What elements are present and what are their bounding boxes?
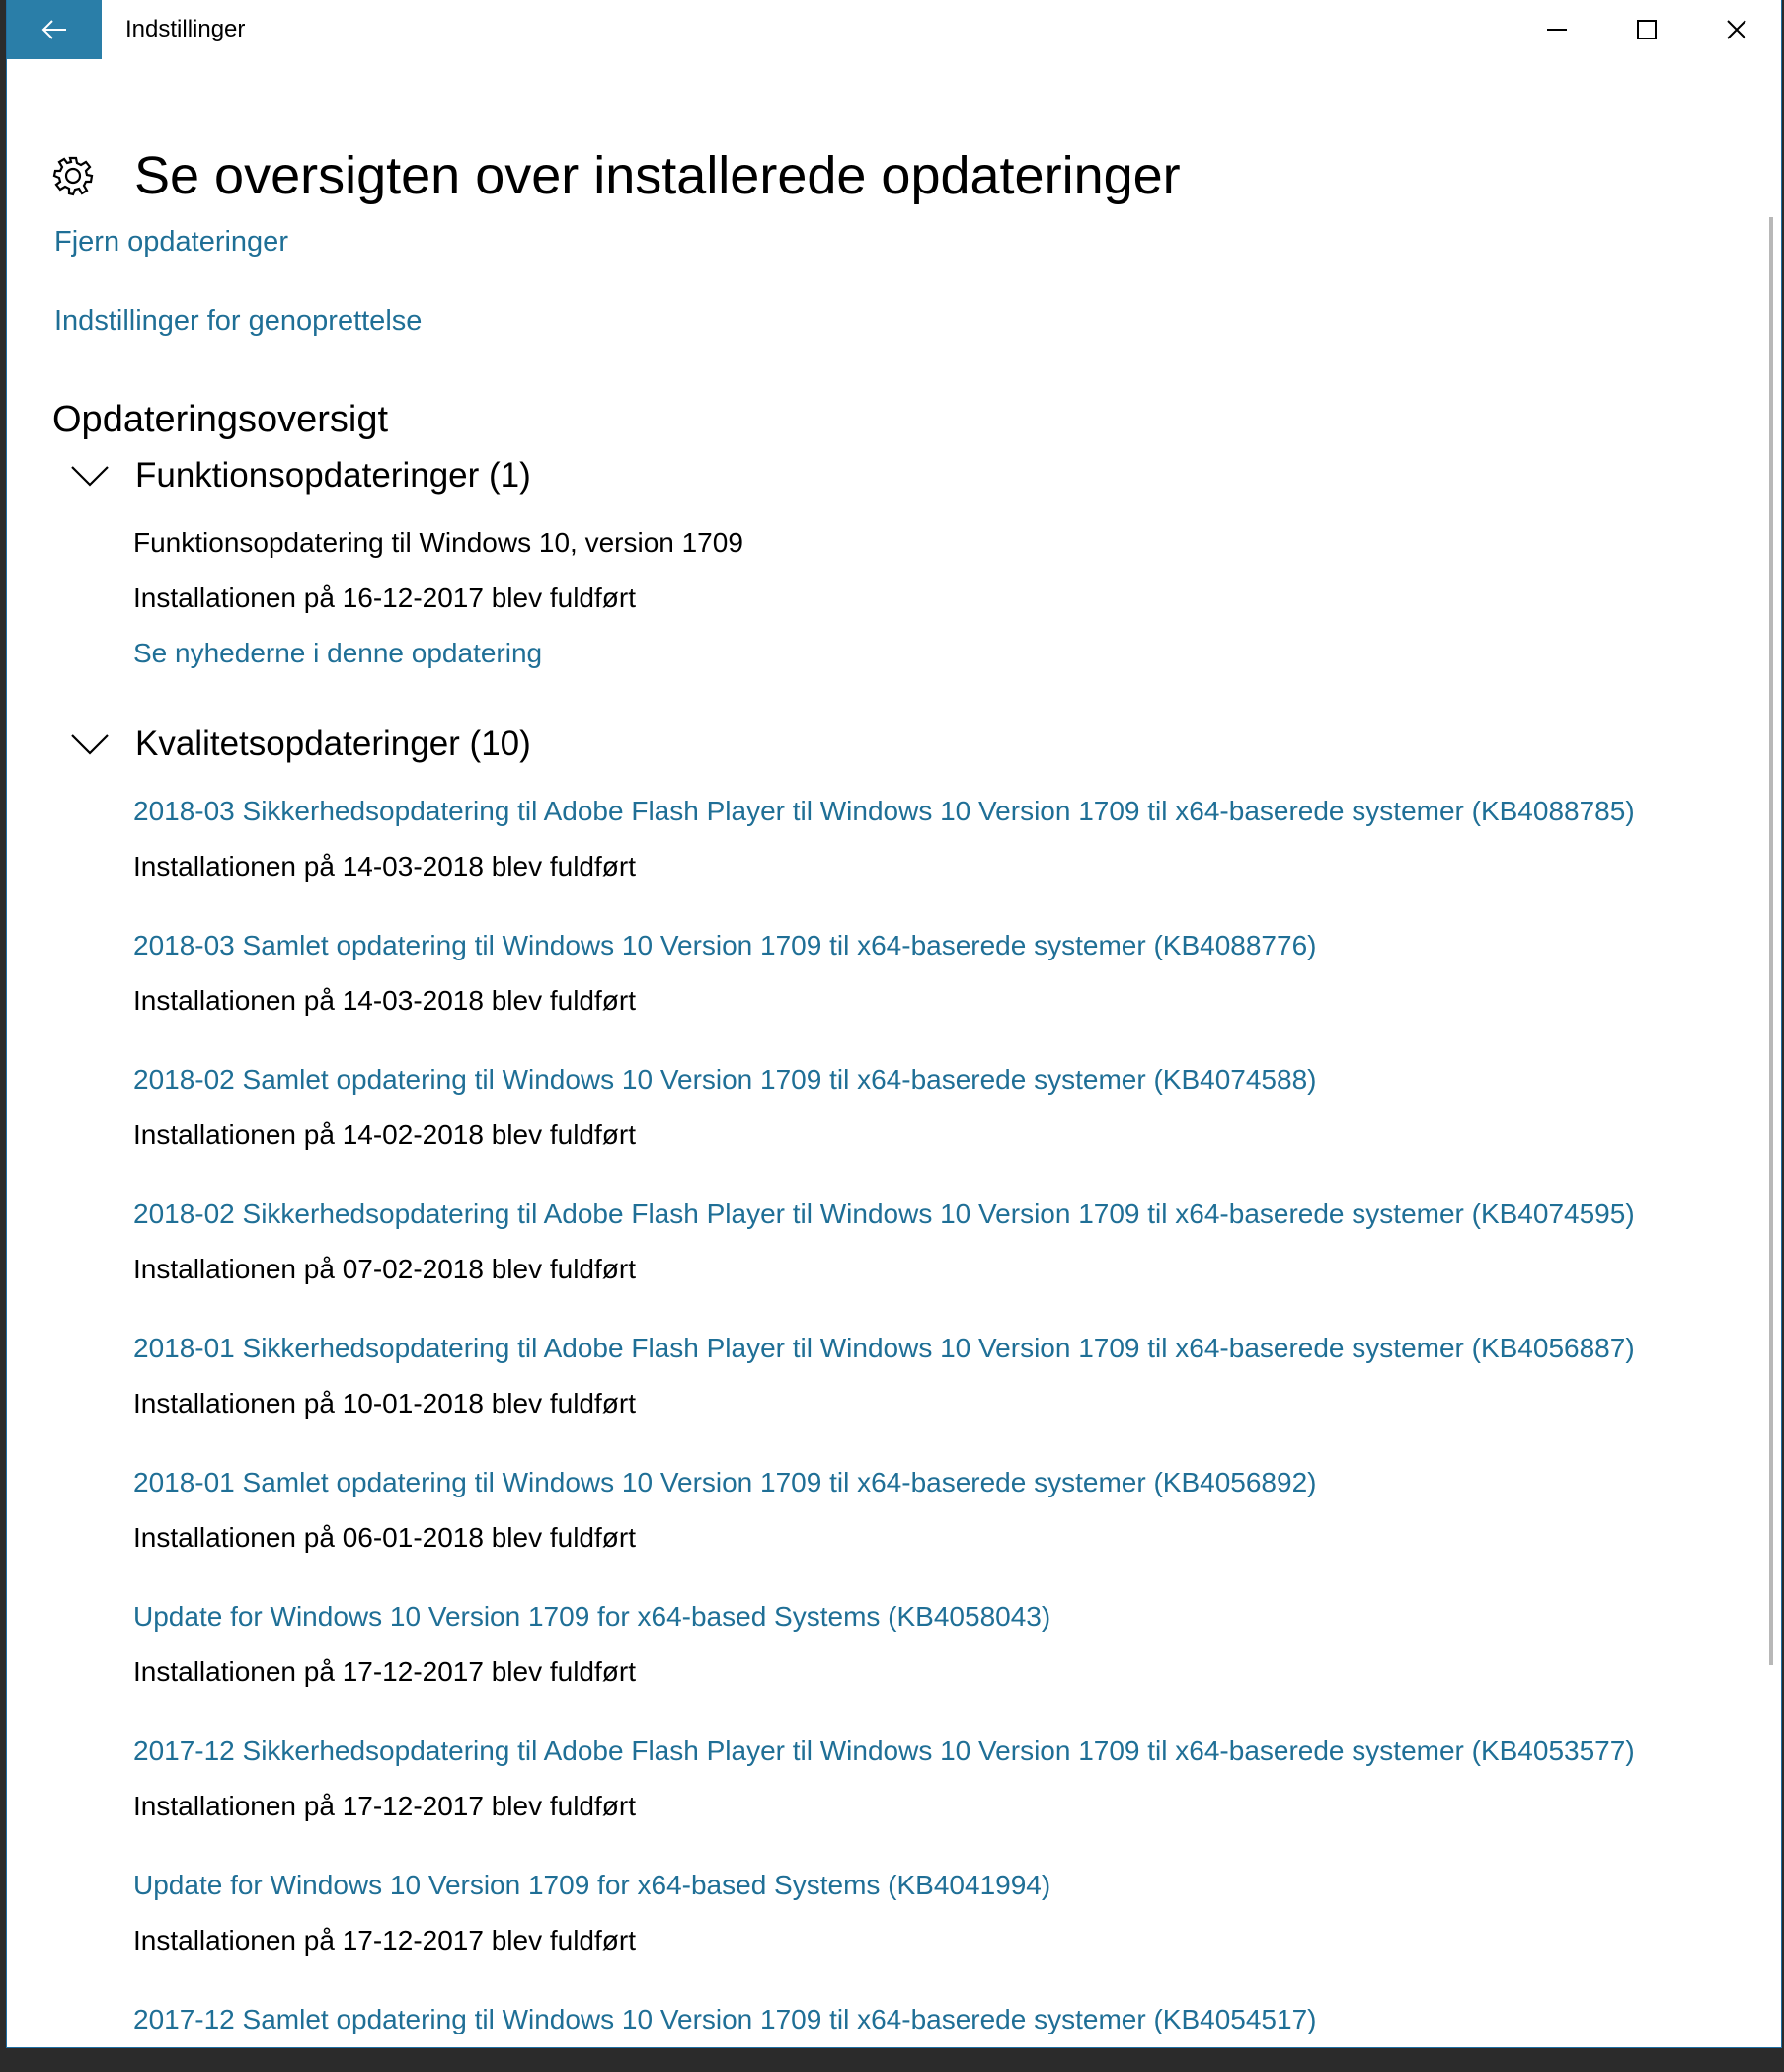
minimize-button[interactable] <box>1512 0 1601 59</box>
feature-updates-group-toggle[interactable] <box>70 454 531 498</box>
remove-updates-link[interactable]: Fjern opdateringer <box>54 226 288 258</box>
quality-update-status: Installationen på 17-12-2017 blev fuldført <box>133 1925 636 1956</box>
quality-update-link[interactable]: 2017-12 Sikkerhedsopdatering til Adobe Flash Player til Windows 10 Version 1709 til x64-baserede systemer (KB4053577) <box>133 1735 1635 1766</box>
quality-update-link[interactable]: 2018-01 Samlet opdatering til Windows 10 Version 1709 til x64-baserede systemer (KB4056892) <box>133 1467 1317 1497</box>
quality-update-status: Installationen på 07-02-2018 blev fuldført <box>133 1254 636 1284</box>
app-title: Indstillinger <box>125 16 246 42</box>
quality-update-link[interactable]: 2018-01 Sikkerhedsopdatering til Adobe Flash Player til Windows 10 Version 1709 til x64-baserede systemer (KB4056887) <box>133 1333 1635 1363</box>
vertical-scrollbar[interactable] <box>1769 217 1773 1665</box>
feature-update-whats-new-link[interactable]: Se nyhederne i denne opdatering <box>133 638 543 668</box>
maximize-button[interactable] <box>1601 0 1691 59</box>
maximize-icon <box>1636 19 1658 40</box>
quality-update-status: Installationen på 06-01-2018 blev fuldført <box>133 1522 636 1553</box>
recovery-settings-link[interactable]: Indstillinger for genoprettelse <box>54 305 423 337</box>
quality-update-link[interactable]: 2018-03 Samlet opdatering til Windows 10 Version 1709 til x64-baserede systemer (KB4088776) <box>133 930 1317 960</box>
close-icon <box>1726 19 1747 40</box>
quality-update-status: Installationen på 17-12-2017 blev fuldført <box>133 1791 636 1821</box>
gear-icon <box>51 154 95 197</box>
quality-update-link[interactable]: 2018-03 Sikkerhedsopdatering til Adobe Flash Player til Windows 10 Version 1709 til x64-baserede systemer (KB4088785) <box>133 796 1635 826</box>
chevron-down-icon <box>70 464 110 488</box>
close-button[interactable] <box>1691 0 1781 59</box>
quality-update-status: Installationen på 17-12-2017 blev fuldført <box>133 1656 636 1687</box>
title-bar <box>7 0 1781 59</box>
quality-update-status: Installationen på 14-02-2018 blev fuldført <box>133 1119 636 1150</box>
update-overview-heading: Opdateringsoversigt <box>52 399 389 440</box>
settings-window <box>6 0 1782 2048</box>
minimize-icon <box>1546 19 1568 40</box>
feature-update-status: Installationen på 16-12-2017 blev fuldført <box>133 582 636 613</box>
quality-updates-group-label: Kvalitetsopdateringer (10) <box>135 725 531 763</box>
feature-updates-group-label: Funktionsopdateringer (1) <box>135 456 531 495</box>
quality-update-link[interactable]: 2017-12 Samlet opdatering til Windows 10 Version 1709 til x64-baserede systemer (KB4054517) <box>133 2004 1317 2034</box>
quality-update-link[interactable]: 2018-02 Sikkerhedsopdatering til Adobe Flash Player til Windows 10 Version 1709 til x64-baserede systemer (KB4074595) <box>133 1198 1635 1229</box>
feature-update-name: Funktionsopdatering til Windows 10, version 1709 <box>133 527 743 558</box>
chevron-down-icon <box>70 732 110 756</box>
quality-update-status: Installationen på 10-01-2018 blev fuldført <box>133 1388 636 1419</box>
back-button[interactable] <box>7 0 102 59</box>
page-title: Se oversigten over installerede opdateringer <box>134 146 1181 206</box>
quality-update-status: Installationen på 14-03-2018 blev fuldført <box>133 985 636 1016</box>
quality-update-status: Installationen på 14-03-2018 blev fuldført <box>133 851 636 882</box>
arrow-left-icon <box>40 19 68 40</box>
quality-updates-group-toggle[interactable] <box>70 723 531 766</box>
window-controls <box>1512 0 1781 59</box>
quality-update-link[interactable]: Update for Windows 10 Version 1709 for x64-based Systems (KB4058043) <box>133 1601 1051 1632</box>
quality-update-link[interactable]: Update for Windows 10 Version 1709 for x64-based Systems (KB4041994) <box>133 1870 1051 1900</box>
quality-update-link[interactable]: 2018-02 Samlet opdatering til Windows 10 Version 1709 til x64-baserede systemer (KB4074588) <box>133 1064 1317 1095</box>
